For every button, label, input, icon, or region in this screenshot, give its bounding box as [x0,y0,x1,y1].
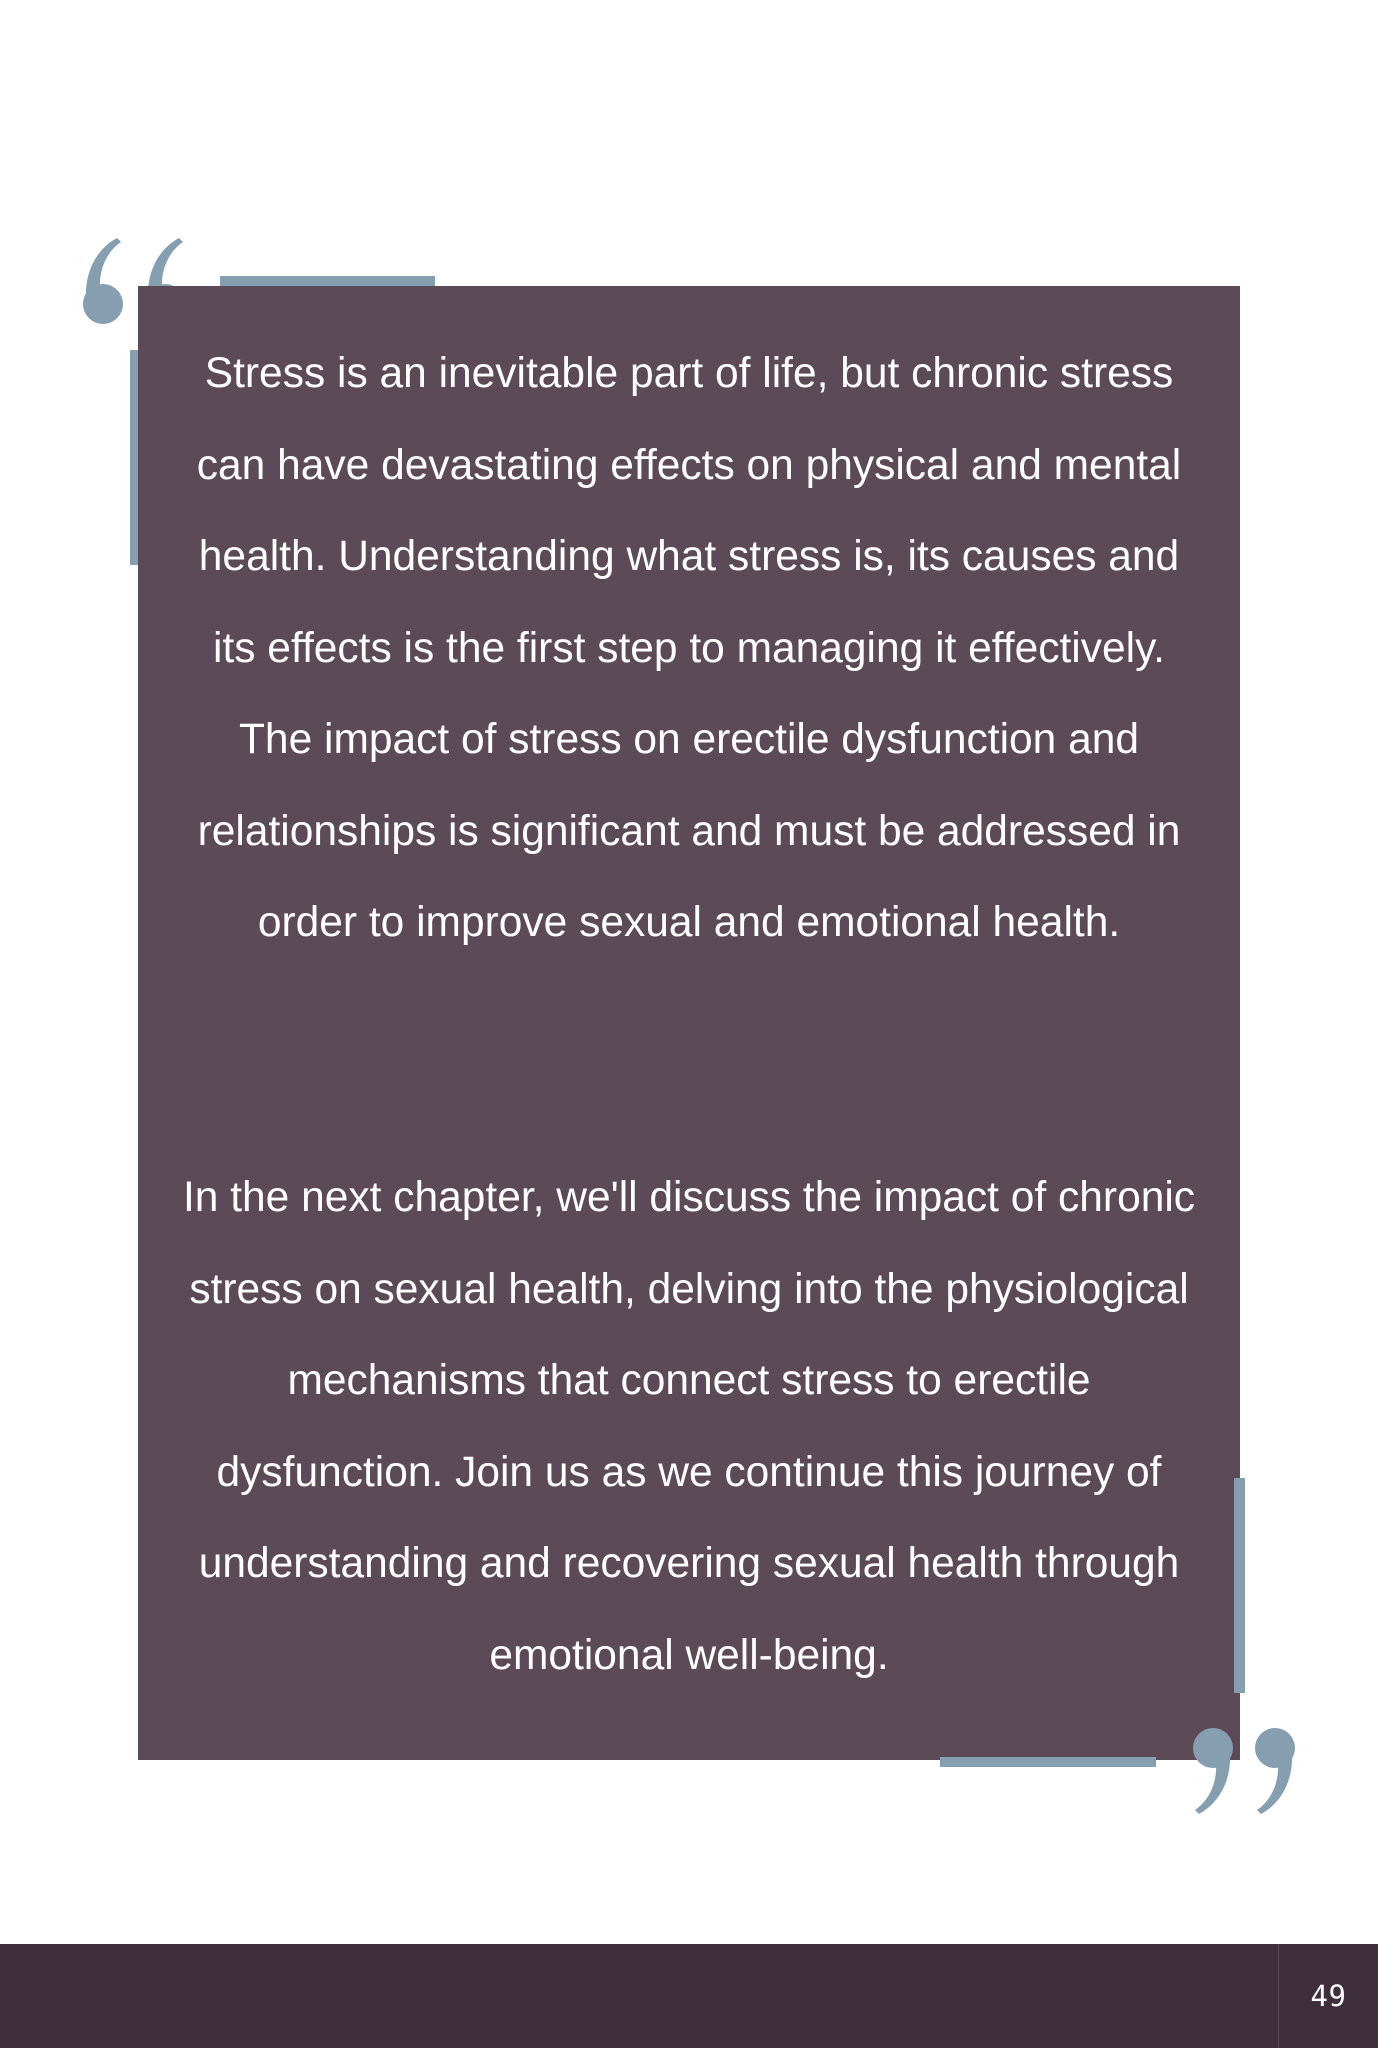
quote-paragraph-1: Stress is an inevitable part of life, but chronic stress can have devastating effects on physical and mental health. Understanding what stress is, its causes and its effects is the first step to managing it effectively. The impact of stress on erectile dysfunction and relationships is significant and must be addressed in order to improve sexual and emotional health. [196,350,1182,946]
quote-paragraph-2: In the next chapter, we'll discuss the impact of chronic stress on sexual health, delving into the physiological mechanisms that connect stress to erectile dysfunction. Join us as we continue this journey of understanding and recovering sexual health through emotional well-being. [182,1174,1196,1679]
top-accent-line [220,276,435,286]
closing-quote-icon [1174,1716,1304,1816]
bottom-accent-line [940,1757,1156,1767]
quote-panel [138,286,1240,1760]
right-accent-line [1234,1478,1245,1693]
page-number: 49 [1310,1979,1347,2013]
footer-bar [0,1944,1378,2048]
